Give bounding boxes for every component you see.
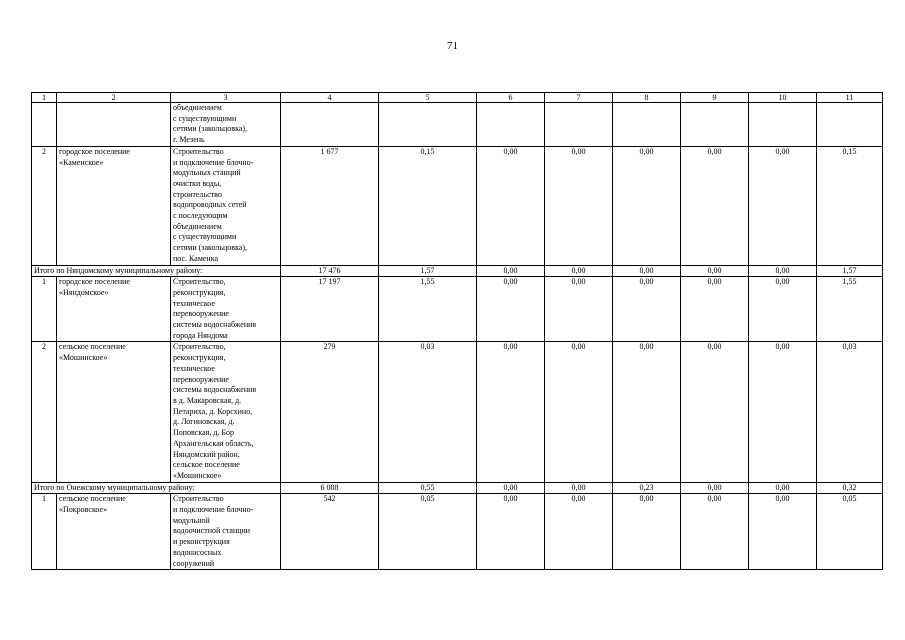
value-col-9-cell: 0,00 (681, 342, 749, 482)
total-value-col-11: 1,57 (817, 265, 883, 277)
value-col-5-cell: 0,03 (379, 342, 477, 482)
column-number: 9 (681, 93, 749, 103)
value-col-6-cell (477, 103, 545, 147)
settlement-cell (57, 103, 171, 147)
column-number: 5 (379, 93, 477, 103)
row-number-cell: 1 (32, 494, 57, 570)
value-col-9-cell: 0,00 (681, 494, 749, 570)
value-col-5-cell: 0,05 (379, 494, 477, 570)
value-col-10-cell: 0,00 (749, 146, 817, 265)
value-col-10-cell: 0,00 (749, 494, 817, 570)
total-value-col-10: 0,00 (749, 265, 817, 277)
value-col-7-cell (545, 103, 613, 147)
value-col-6-cell: 0,00 (477, 342, 545, 482)
value-col-7-cell: 0,00 (545, 494, 613, 570)
value-col-6-cell: 0,00 (477, 146, 545, 265)
page-number: 71 (447, 40, 458, 52)
value-col-5-cell: 0,15 (379, 146, 477, 265)
column-number: 2 (57, 93, 171, 103)
column-number-row (32, 93, 883, 103)
value-col-11-cell: 0,15 (817, 146, 883, 265)
total-value-col-5: 0,55 (379, 482, 477, 494)
row-number-cell: 2 (32, 146, 57, 265)
value-col-10-cell: 0,00 (749, 277, 817, 342)
column-number: 6 (477, 93, 545, 103)
total-value-col-9: 0,00 (681, 482, 749, 494)
column-number: 7 (545, 93, 613, 103)
table-row (32, 146, 883, 265)
value-col-9-cell (681, 103, 749, 147)
row-number-cell (32, 103, 57, 147)
value-col-8-cell (613, 103, 681, 147)
value-col-5-cell (379, 103, 477, 147)
total-cost: 6 088 (281, 482, 379, 494)
value-col-9-cell: 0,00 (681, 146, 749, 265)
value-col-7-cell: 0,00 (545, 277, 613, 342)
table-row (32, 277, 883, 342)
investment-table (31, 92, 883, 570)
value-col-7-cell: 0,00 (545, 146, 613, 265)
column-number: 11 (817, 93, 883, 103)
value-col-8-cell: 0,00 (613, 494, 681, 570)
settlement-cell: городское поселение «Няндомское» (57, 277, 171, 342)
value-col-6-cell: 0,00 (477, 494, 545, 570)
value-col-10-cell (749, 103, 817, 147)
total-row (32, 482, 883, 494)
table-row (32, 103, 883, 147)
value-col-10-cell: 0,00 (749, 342, 817, 482)
cost-cell (281, 103, 379, 147)
total-label: Итого по Няндомскому муниципальному району: (32, 265, 281, 277)
total-value-col-5: 1,57 (379, 265, 477, 277)
total-cost: 17 476 (281, 265, 379, 277)
value-col-11-cell (817, 103, 883, 147)
project-description-cell: Строительство и подключение блочно- модульных станций очистки воды, строительство водопроводных сетей с последующим объединением с существующими сетями (закольцовка), пос. Каменка (171, 146, 281, 265)
cost-cell: 1 677 (281, 146, 379, 265)
row-number-cell: 2 (32, 342, 57, 482)
table-row (32, 342, 883, 482)
value-col-8-cell: 0,00 (613, 146, 681, 265)
total-value-col-9: 0,00 (681, 265, 749, 277)
column-number: 10 (749, 93, 817, 103)
column-number: 3 (171, 93, 281, 103)
cost-cell: 542 (281, 494, 379, 570)
value-col-11-cell: 1,55 (817, 277, 883, 342)
project-description-cell: объединением с существующими сетями (закольцовка), г. Мезень (171, 103, 281, 147)
settlement-cell: сельское поселение «Покровское» (57, 494, 171, 570)
project-description-cell: Строительство и подключение блочно- модульной водоочистной станции и реконструкция водонасосных сооружений (171, 494, 281, 570)
value-col-6-cell: 0,00 (477, 277, 545, 342)
value-col-5-cell: 1,55 (379, 277, 477, 342)
total-value-col-8: 0,23 (613, 482, 681, 494)
value-col-8-cell: 0,00 (613, 342, 681, 482)
project-description-cell: Строительство, реконструкция, техническое перевооружение системы водоснабжения города Няндома (171, 277, 281, 342)
total-value-col-8: 0,00 (613, 265, 681, 277)
total-value-col-7: 0,00 (545, 265, 613, 277)
cost-cell: 279 (281, 342, 379, 482)
total-value-col-7: 0,00 (545, 482, 613, 494)
cost-cell: 17 197 (281, 277, 379, 342)
total-row (32, 265, 883, 277)
value-col-9-cell: 0,00 (681, 277, 749, 342)
value-col-7-cell: 0,00 (545, 342, 613, 482)
total-value-col-6: 0,00 (477, 482, 545, 494)
column-number: 8 (613, 93, 681, 103)
project-description-cell: Строительство, реконструкция, техническое перевооружение системы водоснабжения в д. Макаровская, д. Петариха, д. Корсхино, д. Логиновская, д. Поповская, д. Бор Архангельская область, Няндомский район, сельское поселение «Мошинское» (171, 342, 281, 482)
table-row (32, 494, 883, 570)
total-value-col-6: 0,00 (477, 265, 545, 277)
total-value-col-11: 0,32 (817, 482, 883, 494)
column-number: 4 (281, 93, 379, 103)
settlement-cell: городское поселение «Каменское» (57, 146, 171, 265)
value-col-8-cell: 0,00 (613, 277, 681, 342)
total-label: Итого по Онежскому муниципальному району: (32, 482, 281, 494)
table-body (32, 93, 883, 570)
row-number-cell: 1 (32, 277, 57, 342)
total-value-col-10: 0,00 (749, 482, 817, 494)
value-col-11-cell: 0,03 (817, 342, 883, 482)
column-number: 1 (32, 93, 57, 103)
settlement-cell: сельское поселение «Мошинское» (57, 342, 171, 482)
value-col-11-cell: 0,05 (817, 494, 883, 570)
